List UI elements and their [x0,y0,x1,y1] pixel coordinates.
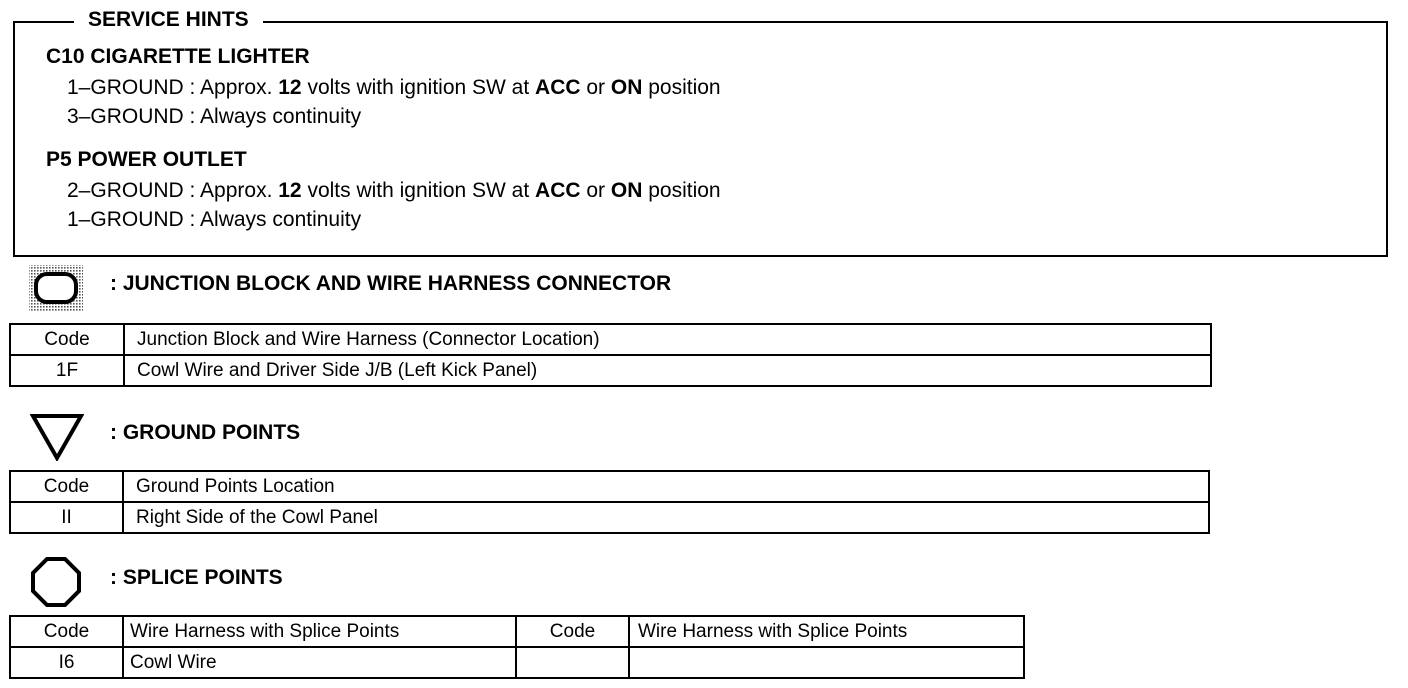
hint-line-p5-2: 2–GROUND : Approx. 12 volts with ignition SW at ACC or ON position [67,179,721,202]
table-cell [629,647,1024,678]
ground-triangle-icon [30,413,84,461]
table-header-row [10,616,1024,647]
table-header-cell: Ground Points Location [123,471,1209,502]
hint-heading-p5: P5 POWER OUTLET [46,148,247,171]
hint-line-p5-1: 1–GROUND : Always continuity [67,208,362,231]
table-cell: Cowl Wire and Driver Side J/B (Left Kick Panel) [124,355,1211,386]
hint-line-c10-1: 1–GROUND : Approx. 12 volts with ignition SW at ACC or ON position [67,76,721,99]
splice-heading: : SPLICE POINTS [110,566,283,589]
splice-octagon-icon [30,556,82,608]
splice-table [9,615,1025,679]
table-header-cell: Junction Block and Wire Harness (Connector Location) [124,324,1211,355]
table-cell [516,647,629,678]
junction-connector-icon [28,264,84,312]
table-cell: Cowl Wire [123,647,516,678]
table-header-cell: Code [516,616,629,647]
ground-table [9,470,1210,534]
hint-heading-c10: C10 CIGARETTE LIGHTER [46,45,310,68]
table-header-cell: Code [10,471,123,502]
table-row [10,355,1211,386]
table-cell: Right Side of the Cowl Panel [123,502,1209,533]
ground-heading: : GROUND POINTS [110,421,301,444]
table-cell: 1F [10,355,124,386]
table-header-row [10,471,1209,502]
service-hints-title: SERVICE HINTS [74,7,263,33]
hint-line-c10-3: 3–GROUND : Always continuity [67,105,362,128]
table-header-cell: Wire Harness with Splice Points [123,616,516,647]
junction-heading: : JUNCTION BLOCK AND WIRE HARNESS CONNECTOR [110,272,672,295]
table-row [10,502,1209,533]
table-header-cell: Code [10,616,123,647]
table-header-row [10,324,1211,355]
table-row [10,647,1024,678]
table-header-cell: Code [10,324,124,355]
table-header-cell: Wire Harness with Splice Points [629,616,1024,647]
junction-table [9,323,1212,387]
table-cell: I6 [10,647,123,678]
table-cell: II [10,502,123,533]
